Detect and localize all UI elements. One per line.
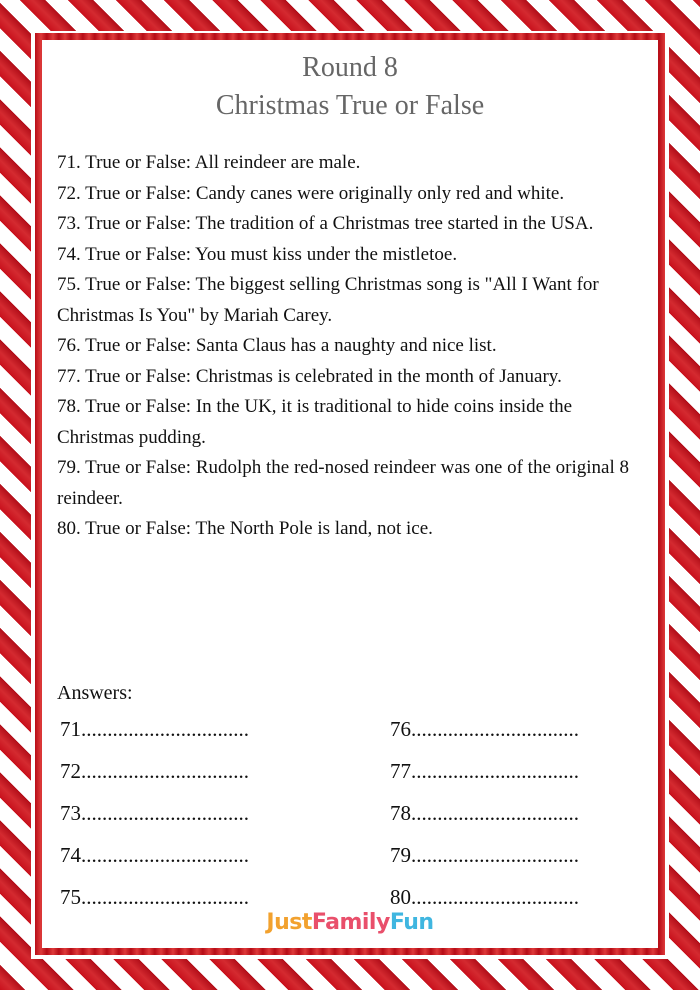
- answer-line-80: 80................................: [390, 885, 579, 909]
- question-71: 71. True or False: All reindeer are male.: [57, 152, 361, 173]
- answer-line-75: 75................................: [60, 885, 249, 909]
- answer-line-71: 71................................: [60, 717, 249, 741]
- answer-line-73: 73................................: [60, 801, 249, 825]
- answer-line-78: 78................................: [390, 801, 579, 825]
- round-title: Round 8: [302, 52, 398, 83]
- answer-line-74: 74................................: [60, 843, 249, 867]
- answer-line-77: 77................................: [390, 759, 579, 783]
- quiz-title: Christmas True or False: [215, 90, 485, 121]
- question-76: 76. True or False: Santa Claus has a naughty and nice list.: [57, 335, 497, 356]
- question-80: 80. True or False: The North Pole is land, not ice.: [57, 518, 433, 539]
- question-79: 79. True or False: Rudolph the red-nosed reindeer was one of the original 8 reindeer.: [57, 457, 629, 509]
- answer-line-76: 76................................: [390, 717, 579, 741]
- question-75: 75. True or False: The biggest selling Christmas song is "All I Want for Christmas Is You" by Mariah Carey.: [57, 274, 599, 326]
- question-77: 77. True or False: Christmas is celebrated in the month of January.: [57, 365, 562, 387]
- answer-line-72: 72................................: [60, 759, 249, 783]
- answer-line-79: 79................................: [390, 843, 579, 867]
- answers-label: Answers:: [57, 682, 133, 704]
- question-74: 74. True or False: You must kiss under the mistletoe.: [57, 243, 458, 265]
- question-73: 73. True or False: The tradition of a Christmas tree started in the USA.: [57, 213, 594, 234]
- justfamilyfun-logo: JustFamilyFun: [266, 910, 434, 935]
- question-78: 78. True or False: In the UK, it is traditional to hide coins inside the Christmas pudding.: [57, 396, 573, 448]
- question-72: 72. True or False: Candy canes were originally only red and white.: [57, 182, 565, 204]
- question-list: [57, 148, 649, 545]
